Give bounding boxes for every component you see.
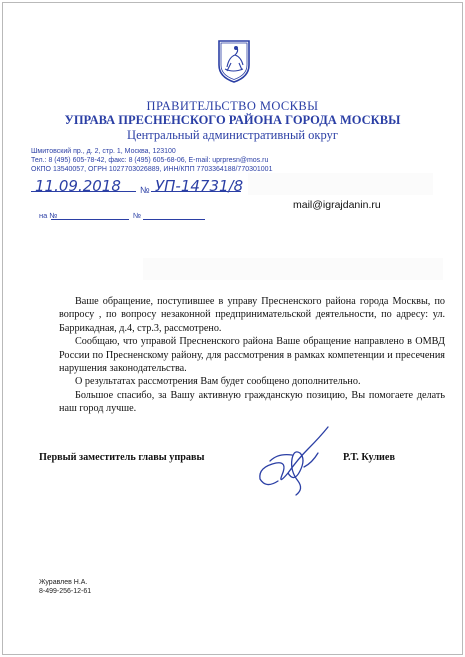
performer-phone: 8-499-256-12-61 (39, 588, 92, 595)
redacted-recipient (143, 258, 443, 280)
handwritten-signature (248, 423, 338, 503)
paragraph-4: Большое спасибо, за Вашу активную гражданскую позицию, Вы помогаете делать наш город лучше. (59, 389, 445, 415)
handwritten-date: 11.09.2018 (35, 177, 121, 195)
header-district: Центральный административный округ (127, 128, 338, 142)
paragraph-2: Сообщаю, что управой Пресненского района Ваше обращение направлено в ОМВД России по Пресненскому району, для рассмотрения в рамках компетенции и пресечения нарушения законодательства. (59, 336, 445, 375)
number-sign: № (140, 185, 150, 195)
ref-number-underline (143, 219, 205, 220)
signatory-title: Первый заместитель главы управы (39, 452, 205, 463)
phone-line: Тел.: 8 (495) 605-78-42, факс: 8 (495) 605-68-06, E-mail: uprpresn@mos.ru (31, 157, 269, 164)
handwritten-number: УП-14731/8 (155, 177, 244, 195)
redacted-area (248, 173, 433, 195)
letter-body (59, 295, 445, 416)
ref-number-sign: № (133, 211, 142, 220)
ref-prefix: на № (39, 211, 58, 220)
paragraph-3: О результатах рассмотрения Вам будет сообщено дополнительно. (75, 376, 361, 388)
document-page (2, 2, 463, 655)
performer-name: Журавлев Н.А. (39, 579, 88, 586)
header-government: ПРАВИТЕЛЬСТВО МОСКВЫ (146, 99, 319, 113)
recipient-email: mail@igrajdanin.ru (293, 199, 381, 211)
address-line: Шмитовский пр., д. 2, стр. 1, Москва, 123100 (31, 148, 176, 155)
header-administration: УПРАВА ПРЕСНЕНСКОГО РАЙОНА ГОРОДА МОСКВЫ (64, 113, 401, 127)
codes-line: ОКПО 13540057, ОГРН 1027703026889, ИНН/КПП 7703364188/770301001 (31, 166, 273, 173)
ref-date-underline (51, 219, 129, 220)
moscow-coat-of-arms-icon (217, 39, 251, 83)
paragraph-1: Ваше обращение, поступившее в управу Пресненского района города Москвы, по вопросу , по вопросу незаконной предпринимательской деятельности, по адресу: ул. Баррикадная, д.4, стр.3, рассмотрено. (59, 296, 445, 334)
signatory-name: Р.Т. Кулиев (343, 452, 395, 463)
